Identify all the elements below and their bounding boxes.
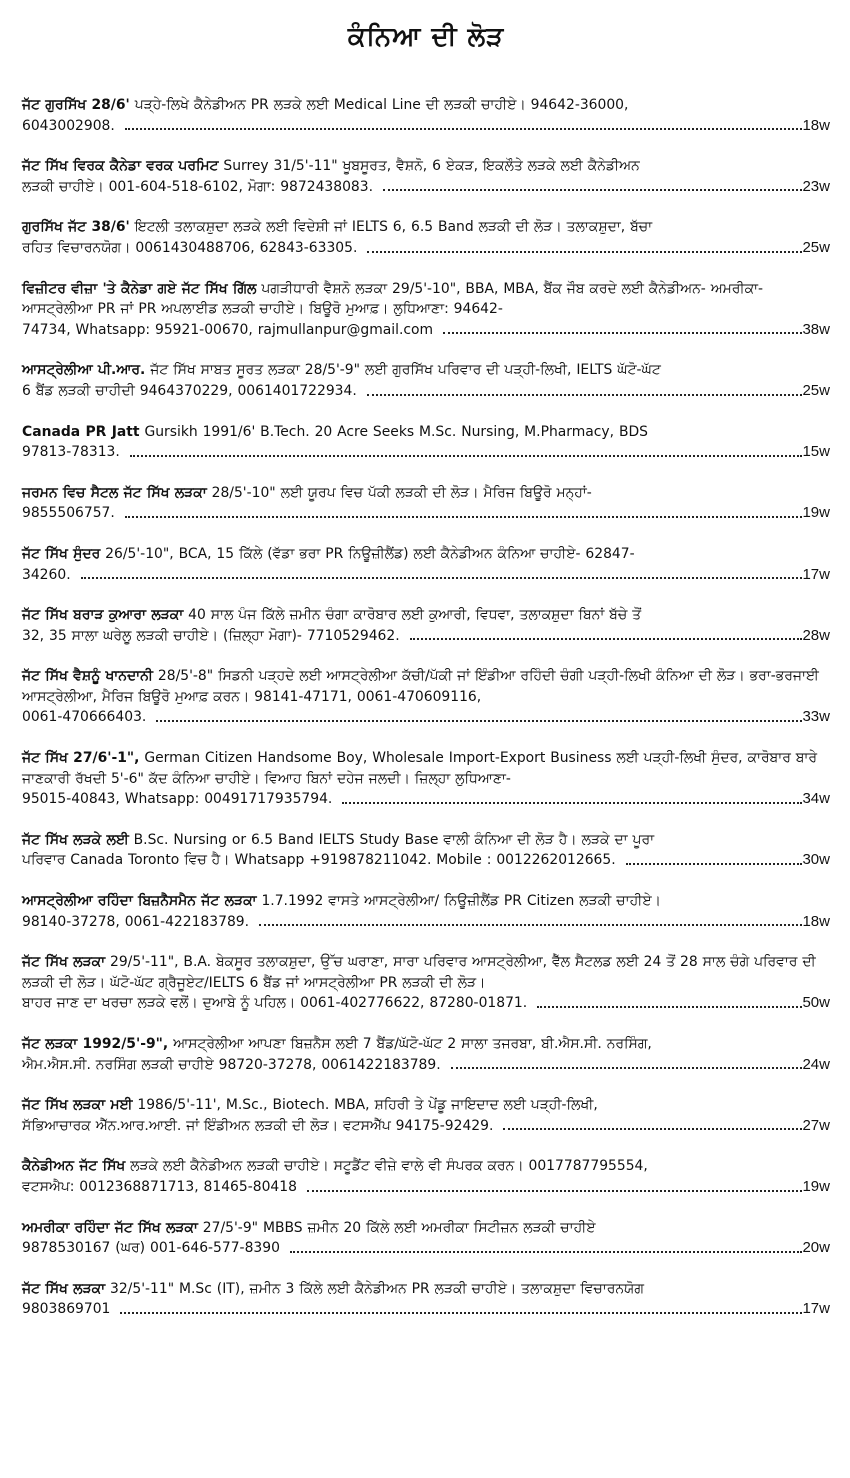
ad-last-line [22, 850, 830, 871]
ad-word-count: 33w [802, 708, 830, 726]
ad-heading: ਜੱਟ ਸਿੱਖ ਲੜਕਾ ਮਈ [22, 1097, 133, 1114]
ad-word-count: 24w [802, 1055, 830, 1073]
dot-leader [537, 1006, 802, 1008]
ad-body: Gursikh 1991/6' B.Tech. 20 Acre Seeks M.Sc. Nursing, M.Pharmacy, BDS [139, 423, 649, 440]
dot-leader [410, 638, 803, 640]
ad-body: Surrey 31/5'-11" ਖੂਬਸੂਰਤ, ਵੈਸ਼ਨੋ, 6 ਏਕੜ, ਇਕਲੌਤੇ ਲੜਕੇ ਲਈ ਕੈਨੇਡੀਅਨ [218, 158, 640, 175]
ad-word-count: 38w [802, 320, 830, 338]
ad-last-line [22, 320, 830, 341]
ad-heading: ਜਰਮਨ ਵਿਚ ਸੈਟਲ ਜੱਟ ਸਿੱਖ ਲੜਕਾ [22, 484, 207, 501]
classified-ad [22, 952, 830, 1014]
ad-heading: ਜੱਟ ਸਿੱਖ 27/6'-1", [22, 750, 140, 767]
ad-word-count: 30w [802, 851, 830, 869]
ad-last-line [22, 789, 830, 810]
ad-text [22, 952, 830, 993]
ad-spacer [22, 402, 830, 422]
ad-heading: ਕੈਨੇਡੀਅਨ ਜੱਟ ਸਿੱਖ [22, 1158, 126, 1175]
ad-spacer [22, 810, 830, 830]
ad-word-count: 15w [802, 443, 830, 461]
ad-spacer [22, 728, 830, 748]
ad-last-line [22, 1055, 830, 1076]
ad-last-line [22, 238, 830, 259]
ad-last-line [22, 707, 830, 728]
ad-word-count: 34w [802, 790, 830, 808]
ad-body: 26/5'-10", BCA, 15 ਕਿੱਲੇ (ਵੱਡਾ ਭਰਾ PR ਨਿਊਜ਼ੀਲੈਂਡ) ਲਈ ਕੈਨੇਡੀਅਨ ਕੰਨਿਆ ਚਾਹੀਏ- 62847- [100, 545, 635, 562]
ad-last-line [22, 442, 830, 463]
dot-leader [130, 455, 803, 457]
dot-leader [451, 1067, 803, 1069]
ad-contact: 95015-40843, Whatsapp: 00491717935794. [22, 791, 333, 808]
dot-leader [367, 251, 802, 253]
ad-body: 1986/5'-11', M.Sc., Biotech. MBA, ਸ਼ਹਿਰੀ ਤੇ ਪੇਂਡੂ ਜਾਇਦਾਦ ਲਈ ਪੜ੍ਹੀ-ਲਿਖੀ, [132, 1097, 598, 1114]
ad-body: ਪੜ੍ਹੇ-ਲਿਖੇ ਕੈਨੇਡੀਅਨ PR ਲੜਕੇ ਲਈ Medical Line ਦੀ ਲੜਕੀ ਚਾਹੀਏ। 94642-36000, [129, 97, 629, 113]
ad-text [22, 1279, 830, 1300]
ad-text [22, 1095, 830, 1116]
ad-word-count: 50w [802, 994, 830, 1012]
ad-body: B.Sc. Nursing or 6.5 Band IELTS Study Base ਵਾਲੀ ਕੰਨਿਆ ਦੀ ਲੋੜ ਹੈ। ਲੜਕੇ ਦਾ ਪੂਰਾ [128, 831, 655, 848]
ad-contact: 6043002908. [22, 117, 115, 134]
classified-ad [22, 1095, 830, 1136]
classified-ad [22, 605, 830, 646]
ad-last-line [22, 381, 830, 402]
classified-ad [22, 95, 830, 136]
ad-heading: ਜੱਟ ਲੜਕਾ 1992/5'-9", [22, 1036, 169, 1052]
classified-ad [22, 279, 830, 341]
ad-text [22, 1156, 830, 1177]
ad-text [22, 156, 830, 177]
classified-ad [22, 422, 830, 463]
ad-word-count: 27w [802, 1116, 830, 1134]
classified-ad [22, 156, 830, 197]
ad-contact: ਰਹਿਤ ਵਿਚਾਰਨਯੋਗ। 0061430488706, 62843-63305. [22, 239, 358, 256]
classified-ad [22, 891, 830, 932]
ad-body: ਪਗੜੀਧਾਰੀ ਵੈਸ਼ਨੋ ਲੜਕਾ 29/5'-10", BBA, MBA, ਬੈਂਕ ਜੌਬ ਕਰਦੇ ਲਈ ਕੈਨੇਡੀਅਨ- ਅਮਰੀਕਾ- ਆਸਟ੍ਰੇਲੀਆ PR ਜਾਂ PR ਅਪਲਾਈਡ ਲੜਕੀ ਚਾਹੀਏ। ਬਿਊਰੋ ਮੁਆਫ਼। ਲੁਧਿਆਣਾ: 94642- [22, 280, 764, 318]
ad-last-line [22, 565, 830, 586]
dot-leader [259, 924, 802, 926]
dot-leader [383, 189, 802, 191]
ad-text [22, 605, 830, 626]
ad-spacer [22, 136, 830, 156]
dot-leader [503, 1128, 802, 1130]
ad-body: German Citizen Handsome Boy, Wholesale Import-Export Business ਲਈ ਪੜ੍ਹੀ-ਲਿਖੀ ਸੁੰਦਰ, ਕਾਰੋਬਾਰ ਬਾਰੇ ਜਾਣਕਾਰੀ ਰੱਖਦੀ 5'-6" ਕੱਦ ਕੰਨਿਆ ਚਾਹੀਏ। ਵਿਆਹ ਬਿਨਾਂ ਦਹੇਜ ਜਲਦੀ। ਜ਼ਿਲ੍ਹਾ ਲੁਧਿਆਣਾ- [22, 750, 817, 787]
ad-heading: ਜੱਟ ਸਿੱਖ ਲੜਕਾ [22, 1280, 106, 1297]
ad-text [22, 1034, 830, 1055]
ad-body: 40 ਸਾਲ ਪੰਜ ਕਿੱਲੇ ਜ਼ਮੀਨ ਚੰਗਾ ਕਾਰੋਬਾਰ ਲਈ ਕੁਆਰੀ, ਵਿਧਵਾ, ਤਲਾਕਸ਼ੁਦਾ ਬਿਨਾਂ ਬੱਚੇ ਤੋਂ [183, 607, 642, 624]
ad-spacer [22, 1259, 830, 1279]
ad-word-count: 23w [802, 177, 830, 195]
ad-spacer [22, 1014, 830, 1034]
ad-contact: 6 ਬੈਂਡ ਲੜਕੀ ਚਾਹੀਦੀ 9464370229, 0061401722934. [22, 382, 357, 399]
ad-text [22, 748, 830, 789]
classified-ad [22, 360, 830, 401]
ad-text [22, 360, 830, 381]
classified-ad [22, 217, 830, 258]
classified-ad [22, 1218, 830, 1259]
ad-contact: 0061-470666403. [22, 709, 147, 726]
classified-ad [22, 830, 830, 871]
ad-contact: 98140-37278, 0061-422183789. [22, 913, 250, 930]
dot-leader [443, 332, 802, 334]
classified-ad [22, 666, 830, 728]
ad-heading: ਗੁਰਸਿੱਖ ਜੱਟ 38/6' [22, 219, 130, 236]
ad-spacer [22, 340, 830, 360]
page-title: ਕੰਨਿਆ ਦੀ ਲੋੜ [347, 22, 505, 52]
classified-ad [22, 1156, 830, 1197]
ad-heading: Canada PR Jatt [22, 423, 140, 440]
ad-contact: 34260. [22, 566, 71, 583]
ad-spacer [22, 871, 830, 891]
ad-contact: 32, 35 ਸਾਲਾ ਘਰੇਲੂ ਲੜਕੀ ਚਾਹੀਏ। (ਜ਼ਿਲ੍ਹਾ ਮੋਗਾ)- 7710529462. [22, 627, 400, 644]
ad-text [22, 279, 830, 320]
classified-ad [22, 1279, 830, 1320]
ad-last-line [22, 177, 830, 198]
ads-list [22, 95, 830, 1320]
ad-heading: ਅਮਰੀਕਾ ਰਹਿੰਦਾ ਜੱਟ ਸਿੱਖ ਲੜਕਾ [22, 1219, 198, 1236]
ad-last-line [22, 912, 830, 933]
ad-spacer [22, 1198, 830, 1218]
ad-heading: ਆਸਟ੍ਰੇਲੀਆ ਰਹਿੰਦਾ ਬਿਜ਼ਨੈਸਮੈਨ ਜੱਟ ਲੜਕਾ [22, 893, 257, 910]
ad-body: ਲੜਕੇ ਲਈ ਕੈਨੇਡੀਅਨ ਲੜਕੀ ਚਾਹੀਏ। ਸਟੂਡੈਂਟ ਵੀਜ਼ੇ ਵਾਲੇ ਵੀ ਸੰਪਰਕ ਕਰਨ। 0017787795554, [125, 1158, 648, 1175]
dot-leader [307, 1190, 803, 1192]
ad-spacer [22, 646, 830, 666]
ad-contact: ਵਟਸਐਪ: 0012368871713, 81465-80418 [22, 1178, 297, 1195]
ad-last-line [22, 993, 830, 1014]
ad-word-count: 17w [802, 1300, 830, 1318]
ad-spacer [22, 1136, 830, 1156]
ad-spacer [22, 197, 830, 217]
dot-leader [156, 720, 802, 722]
ad-text [22, 830, 830, 851]
dot-leader [367, 394, 803, 396]
ad-spacer [22, 932, 830, 952]
ad-spacer [22, 1075, 830, 1095]
ad-spacer [22, 524, 830, 544]
ad-word-count: 28w [802, 626, 830, 644]
classified-ad [22, 748, 830, 810]
ad-word-count: 18w [802, 912, 830, 930]
ad-contact: 97813-78313. [22, 444, 120, 461]
ad-body: 28/5'-8" ਸਿਡਨੀ ਪੜ੍ਹਦੇ ਲਈ ਆਸਟ੍ਰੇਲੀਆ ਕੱਚੀ/ਪੱਕੀ ਜਾਂ ਇੰਡੀਆ ਰਹਿੰਦੀ ਚੰਗੀ ਪੜ੍ਹੀ-ਲਿਖੀ ਕੰਨਿਆ ਦੀ ਲੋੜ। ਭਰਾ-ਭਰਜਾਈ ਆਸਟ੍ਰੇਲੀਆ, ਮੈਰਿਜ ਬਿਊਰੋ ਮੁਆਫ਼ ਕਰਨ। 98141-47171, 0061-470609116, [22, 668, 819, 705]
ad-text [22, 891, 830, 912]
ad-last-line [22, 116, 830, 137]
dot-leader [81, 577, 803, 579]
ad-body: 1.7.1992 ਵਾਸਤੇ ਆਸਟ੍ਰੇਲੀਆ/ ਨਿਊਜ਼ੀਲੈਂਡ PR Citizen ਲੜਕੀ ਚਾਹੀਏ। [256, 893, 661, 910]
ad-word-count: 25w [802, 238, 830, 256]
ad-heading: ਜੱਟ ਸਿੱਖ ਲੜਕੇ ਲਈ [22, 831, 129, 848]
ad-text [22, 422, 830, 443]
ad-contact: 9855506757. [22, 505, 115, 522]
dot-leader [290, 1251, 803, 1253]
ad-heading: ਆਸਟ੍ਰੇਲੀਆ ਪੀ.ਆਰ. [22, 362, 146, 379]
ad-contact: 9878530167 (ਘਰ) 001-646-577-8390 [22, 1240, 280, 1257]
ad-heading: ਜੱਟ ਗੁਰਸਿੱਖ 28/6' [22, 97, 130, 113]
ad-contact: 9803869701 [22, 1301, 111, 1318]
ad-body: 29/5'-11", B.A. ਬੇਕਸੂਰ ਤਲਾਕਸ਼ੁਦਾ, ਉੱਚ ਘਰਾਣਾ, ਸਾਰਾ ਪਰਿਵਾਰ ਆਸਟ੍ਰੇਲੀਆ, ਵੈੱਲ ਸੈਟਲਡ ਲਈ 24 ਤੋਂ 28 ਸਾਲ ਚੰਗੇ ਪਰਿਵਾਰ ਦੀ ਲੜਕੀ ਦੀ ਲੋੜ। ਘੱਟੋ-ਘੱਟ ਗ੍ਰੈਜੂਏਟ/IELTS 6 ਬੈਂਡ ਜਾਂ ਆਸਟ੍ਰੇਲੀਆ PR ਲੜਕੀ ਦੀ ਲੋੜ। [22, 954, 816, 991]
ad-last-line [22, 1116, 830, 1137]
ad-last-line [22, 1299, 830, 1320]
ad-body: 27/5'-9" MBBS ਜ਼ਮੀਨ 20 ਕਿੱਲੇ ਲਈ ਅਮਰੀਕਾ ਸਿਟੀਜ਼ਨ ਲੜਕੀ ਚਾਹੀਏ [197, 1219, 596, 1236]
ad-word-count: 19w [802, 504, 830, 522]
ad-spacer [22, 585, 830, 605]
ad-text [22, 1218, 830, 1239]
ad-text [22, 666, 830, 707]
classified-ad [22, 544, 830, 585]
ad-heading: ਜੱਟ ਸਿੱਖ ਵੈਸ਼ਨੂੰ ਖਾਨਦਾਨੀ [22, 668, 153, 685]
ad-spacer [22, 259, 830, 279]
ad-spacer [22, 463, 830, 483]
ad-text [22, 483, 830, 504]
ad-contact: 74734, Whatsapp: 95921-00670, rajmullanpur@gmail.com [22, 321, 434, 338]
ad-text [22, 544, 830, 565]
ad-last-line [22, 503, 830, 524]
ad-word-count: 18w [802, 116, 830, 134]
ad-body: ਜੱਟ ਸਿੱਖ ਸਾਬਤ ਸੂਰਤ ਲੜਕਾ 28/5'-9" ਲਈ ਗੁਰਸਿੱਖ ਪਰਿਵਾਰ ਦੀ ਪੜ੍ਹੀ-ਲਿਖੀ, IELTS ਘੱਟੋ-ਘੱਟ [145, 362, 661, 379]
ad-heading: ਜੱਟ ਸਿੱਖ ਵਿਰਕ ਕੈਨੇਡਾ ਵਰਕ ਪਰਮਿਟ [22, 158, 219, 175]
ad-word-count: 20w [802, 1239, 830, 1257]
ad-last-line [22, 626, 830, 647]
ad-contact: ਐਮ.ਐਸ.ਸੀ. ਨਰਸਿੰਗ ਲੜਕੀ ਚਾਹੀਏ 98720-37278, 0061422183789. [22, 1056, 441, 1073]
dot-leader [125, 128, 803, 130]
ad-last-line [22, 1177, 830, 1198]
dot-leader [626, 863, 803, 865]
classified-ad [22, 483, 830, 524]
ad-contact: ਸੱਭਿਆਚਾਰਕ ਐੱਨ.ਆਰ.ਆਈ. ਜਾਂ ਇੰਡੀਅਨ ਲੜਕੀ ਦੀ ਲੋੜ। ਵਟਸਐੱਪ 94175-92429. [22, 1117, 494, 1134]
ad-text [22, 95, 830, 116]
ad-body: 32/5'-11" M.Sc (IT), ਜ਼ਮੀਨ 3 ਕਿੱਲੇ ਲਈ ਕੈਨੇਡੀਅਨ PR ਲੜਕੀ ਚਾਹੀਏ। ਤਲਾਕਸ਼ੁਦਾ ਵਿਚਾਰਨਯੋਗ [105, 1280, 644, 1297]
ad-contact: ਲੜਕੀ ਚਾਹੀਏ। 001-604-518-6102, ਮੋਗਾ: 9872438083. [22, 178, 374, 195]
ad-heading: ਜੱਟ ਸਿੱਖ ਬਰਾੜ ਕੁਆਰਾ ਲੜਕਾ [22, 607, 184, 624]
ad-body: ਆਸਟ੍ਰੇਲੀਆ ਆਪਣਾ ਬਿਜ਼ਨੈਸ ਲਈ 7 ਬੈਂਡ/ਘੱਟੋ-ਘੱਟ 2 ਸਾਲਾ ਤਜਰਬਾ, ਬੀ.ਐਸ.ਸੀ. ਨਰਸਿੰਗ, [168, 1036, 652, 1052]
ad-word-count: 17w [802, 565, 830, 583]
ad-last-line [22, 1238, 830, 1259]
ad-word-count: 19w [802, 1177, 830, 1195]
classified-ad [22, 1034, 830, 1075]
ad-body: 28/5'-10" ਲਈ ਯੂਰਪ ਵਿਚ ਪੱਕੀ ਲੜਕੀ ਦੀ ਲੋੜ। ਮੈਰਿਜ ਬਿਊਰੋ ਮਨ੍ਹਾਂ- [206, 484, 592, 501]
dot-leader [120, 1312, 802, 1314]
dot-leader [342, 802, 802, 804]
ad-contact: ਬਾਹਰ ਜਾਣ ਦਾ ਖਰਚਾ ਲੜਕੇ ਵਲੋਂ। ਦੁਆਬੇ ਨੂੰ ਪਹਿਲ। 0061-402776622, 87280-01871. [22, 995, 528, 1012]
ad-contact: ਪਰਿਵਾਰ Canada Toronto ਵਿਚ ਹੈ। Whatsapp +919878211042. Mobile : 0012262012665. [22, 852, 616, 869]
ad-body: ਇਟਲੀ ਤਲਾਕਸ਼ੁਦਾ ਲੜਕੇ ਲਈ ਵਿਦੇਸ਼ੀ ਜਾਂ IELTS 6, 6.5 Band ਲੜਕੀ ਦੀ ਲੋੜ। ਤਲਾਕਸ਼ੁਦਾ, ਬੱਚਾ [129, 219, 653, 236]
ad-heading: ਵਿਜ਼ੀਟਰ ਵੀਜ਼ਾ 'ਤੇ ਕੈਨੇਡਾ ਗਏ ਜੱਟ ਸਿੱਖ ਗਿੱਲ [22, 280, 257, 297]
ad-word-count: 25w [802, 381, 830, 399]
ad-text [22, 217, 830, 238]
ad-heading: ਜੱਟ ਸਿੱਖ ਸੁੰਦਰ [22, 545, 101, 562]
ad-heading: ਜੱਟ ਸਿੱਖ ਲੜਕਾ [22, 954, 106, 971]
dot-leader [125, 516, 803, 518]
